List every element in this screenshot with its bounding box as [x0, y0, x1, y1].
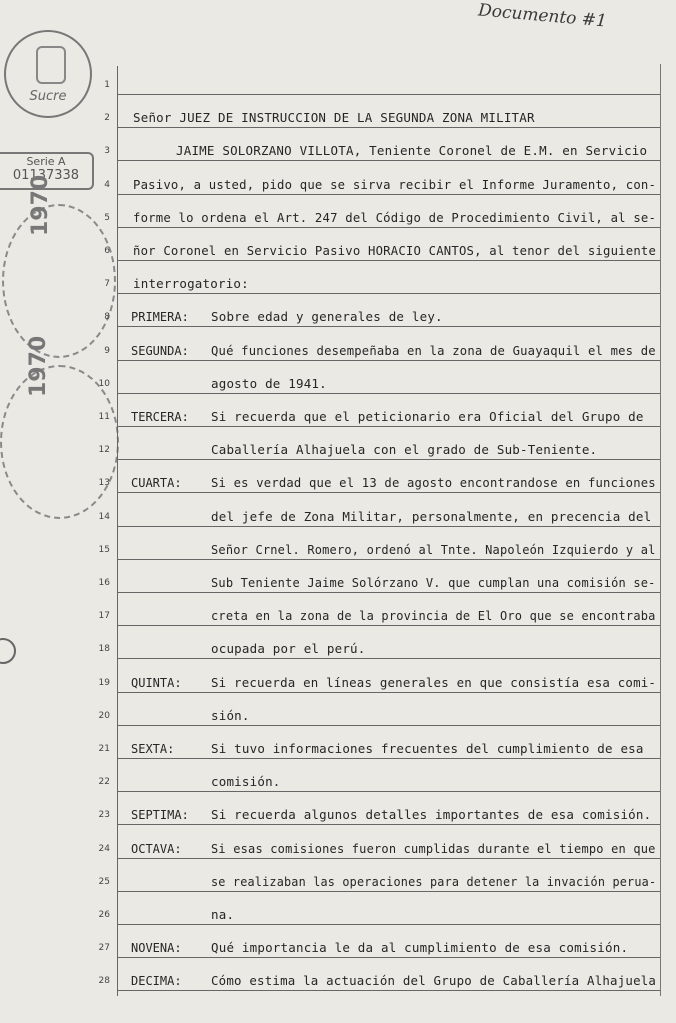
- rule-line: [117, 957, 660, 958]
- line-text: Cómo estima la actuación del Grupo de Caballería Alhajuela: [211, 973, 657, 989]
- rule-line: [117, 293, 660, 294]
- line-text: Caballería Alhajuela con el grado de Sub-Teniente.: [211, 442, 598, 458]
- question-label: PRIMERA:: [131, 310, 189, 325]
- line-text: Señor Crnel. Romero, ordenó al Tnte. Napoleón Izquierdo y al: [211, 541, 656, 557]
- line-number: 28: [98, 976, 110, 987]
- line-number: 5: [104, 212, 110, 223]
- line-number: 13: [98, 478, 110, 489]
- line-text: Señor JUEZ DE INSTRUCCION DE LA SEGUNDA ZONA MILITAR: [133, 110, 535, 126]
- rule-line: [117, 990, 660, 991]
- rule-line: [117, 260, 660, 261]
- line-number: 19: [98, 677, 110, 688]
- question-label: NOVENA:: [131, 941, 182, 956]
- line-number: 6: [104, 246, 110, 256]
- line-number: 25: [98, 876, 110, 887]
- rule-line: [117, 426, 660, 427]
- line-number: 1: [104, 80, 110, 90]
- rule-line: [117, 160, 660, 161]
- serial-label: Serie A: [26, 155, 66, 168]
- line-number: 14: [98, 511, 110, 522]
- question-label: SEPTIMA:: [131, 808, 189, 823]
- seal-label: Sucre: [29, 89, 67, 104]
- margin-rule: [117, 66, 118, 996]
- line-text: Si es verdad que el 13 de agosto encontrandose en funciones: [211, 475, 656, 491]
- rule-line: [117, 492, 660, 493]
- line-text: interrogatorio:: [133, 276, 249, 292]
- hole-punch-mark: [0, 638, 16, 664]
- line-number: 18: [98, 644, 110, 655]
- rule-line: [117, 924, 660, 925]
- line-text: Qué funciones desempeñaba en la zona de Guayaquil el mes de: [211, 342, 656, 358]
- line-number: 27: [98, 943, 110, 954]
- line-text: Pasivo, a usted, pido que se sirva recibir el Informe Juramento, con-: [133, 176, 657, 192]
- line-text: forme lo ordena el Art. 247 del Código de Procedimiento Civil, al se-: [133, 209, 657, 225]
- line-text: agosto de 1941.: [211, 375, 327, 391]
- line-number: 10: [98, 378, 110, 389]
- line-text: ocupada por el perú.: [211, 641, 366, 657]
- question-label: QUINTA:: [131, 675, 182, 690]
- line-number: 15: [98, 544, 110, 555]
- line-text: JAIME SOLORZANO VILLOTA, Teniente Coronel de E.M. en Servicio: [176, 143, 648, 159]
- line-number: 4: [104, 179, 110, 190]
- stamp-year: 1970: [28, 174, 53, 236]
- rule-line: [117, 393, 660, 394]
- rule-line: [117, 592, 660, 593]
- line-text: na.: [211, 907, 235, 922]
- emblem-icon: [36, 46, 66, 84]
- rule-line: [117, 658, 660, 659]
- question-label: SEXTA:: [131, 742, 175, 756]
- rule-line: [117, 758, 660, 759]
- line-text: Si esas comisiones fueron cumplidas durante el tiempo en que: [211, 840, 656, 856]
- line-text: Qué importancia le da al cumplimiento de esa comisión.: [211, 940, 629, 956]
- line-number: 7: [104, 279, 110, 290]
- sucre-seal: [4, 30, 92, 118]
- line-number: 11: [98, 412, 110, 422]
- question-label: TERCERA:: [131, 410, 189, 424]
- rule-line: [117, 791, 660, 792]
- rule-line: [117, 459, 660, 460]
- line-number: 22: [98, 777, 110, 788]
- rule-line: [117, 725, 660, 726]
- line-text: Si tuvo informaciones frecuentes del cumplimiento de esa: [211, 741, 644, 756]
- rule-line: [117, 227, 660, 228]
- line-text: ñor Coronel en Servicio Pasivo HORACIO CANTOS, al tenor del siguiente: [133, 243, 657, 258]
- line-text: se realizaban las operaciones para detener la invación perua-: [211, 873, 657, 889]
- line-number: 24: [98, 843, 110, 854]
- line-number: 9: [104, 345, 110, 356]
- line-text: Si recuerda en líneas generales en que consistía esa comi-: [211, 674, 657, 690]
- rule-line: [117, 127, 660, 128]
- line-text: Sobre edad y generales de ley.: [211, 309, 443, 325]
- line-number: 21: [98, 744, 110, 754]
- question-label: SEGUNDA:: [131, 343, 189, 358]
- line-text: del jefe de Zona Militar, personalmente, en precencia del: [211, 508, 652, 524]
- rule-line: [117, 824, 660, 825]
- line-number: 2: [104, 113, 110, 124]
- line-number: 16: [98, 578, 110, 588]
- line-number: 8: [104, 312, 110, 323]
- line-number: 26: [98, 910, 110, 920]
- line-number: 17: [98, 611, 110, 622]
- serial-number: 01137338: [12, 168, 80, 183]
- stamp-year: 1970: [26, 335, 51, 397]
- rule-line: [117, 326, 660, 327]
- rule-line: [117, 559, 660, 560]
- line-text: Si recuerda que el peticionario era Oficial del Grupo de: [211, 409, 644, 424]
- rule-line: [117, 94, 660, 95]
- line-text: Sub Teniente Jaime Solórzano V. que cumplan una comisión se-: [211, 575, 656, 590]
- line-number: 20: [98, 710, 110, 721]
- rule-line: [117, 858, 660, 859]
- line-text: sión.: [211, 707, 250, 723]
- line-text: creta en la zona de la provincia de El Oro que se encontraba: [211, 608, 656, 624]
- rule-line: [117, 360, 660, 361]
- question-label: DECIMA:: [131, 974, 182, 989]
- line-number: 3: [104, 146, 110, 157]
- rule-line: [117, 526, 660, 527]
- question-label: OCTAVA:: [131, 841, 182, 856]
- line-number: 12: [98, 445, 110, 456]
- question-label: CUARTA:: [131, 476, 182, 491]
- line-text: Si recuerda algunos detalles importantes de esa comisión.: [211, 807, 652, 823]
- handwritten-annotation: Documento #1: [477, 0, 608, 32]
- line-number: 23: [98, 810, 110, 821]
- line-text: comisión.: [211, 774, 281, 790]
- rule-line: [117, 625, 660, 626]
- right-margin-rule: [660, 64, 661, 996]
- rule-line: [117, 194, 660, 195]
- rule-line: [117, 891, 660, 892]
- rule-line: [117, 692, 660, 693]
